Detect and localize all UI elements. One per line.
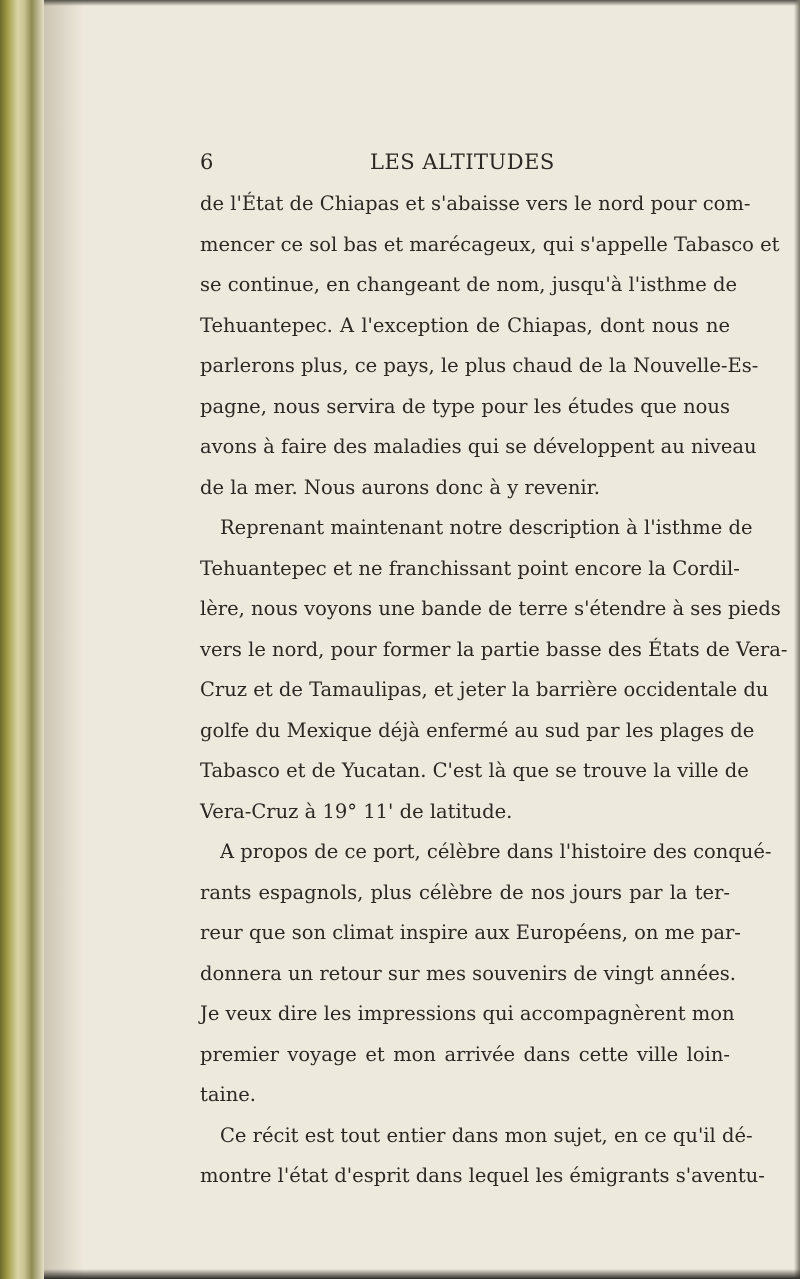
book-binding-edge	[0, 0, 44, 1279]
text-line: donnera un retour sur mes souvenirs de vingt années.	[200, 961, 736, 985]
text-line: se continue, en changeant de nom, jusqu'à l'isthme de	[200, 273, 738, 296]
text-line: vers le nord, pour former la partie basse des États de Vera-	[200, 637, 788, 661]
page-header	[200, 150, 730, 184]
text-line: golfe du Mexique déjà enfermé au sud par les plages de	[200, 718, 755, 742]
text-line: Cruz et de Tamaulipas, et jeter la barrière occidentale du	[200, 678, 769, 701]
text-line: avons à faire des maladies qui se développent au niveau	[200, 435, 757, 458]
running-title: LES ALTITUDES	[370, 150, 555, 174]
text-line: Vera-Cruz à 19° 11' de latitude.	[200, 799, 513, 823]
text-line: taine.	[200, 1083, 256, 1106]
text-line: montre l'état d'esprit dans lequel les émigrants s'aventu-	[200, 1164, 765, 1187]
text-line: lère, nous voyons une bande de terre s'étendre à ses pieds	[200, 597, 781, 620]
text-line: premier voyage et mon arrivée dans cette ville loin-	[200, 1042, 730, 1066]
gutter-shadow	[44, 0, 84, 1279]
paragraph	[200, 832, 772, 1116]
text-line: mencer ce sol bas et marécageux, qui s'appelle Tabasco et	[200, 232, 780, 256]
text-line: Reprenant maintenant notre description à l'isthme de	[220, 516, 753, 539]
text-line: A propos de ce port, célèbre dans l'histoire des conqué-	[220, 840, 772, 863]
page-number: 6	[200, 150, 214, 174]
text-line: parlerons plus, ce pays, le plus chaud de la Nouvelle-Es-	[200, 354, 759, 377]
text-line: Tehuantepec et ne franchissant point encore la Cordil-	[200, 556, 740, 580]
text-line: Je veux dire les impressions qui accompagnèrent mon	[200, 1002, 735, 1025]
text-line: Tehuantepec. A l'exception de Chiapas, dont nous ne	[200, 313, 730, 337]
text-line: reur que son climat inspire aux Européens, on me par-	[200, 921, 741, 944]
paragraph	[200, 184, 780, 508]
text-line: pagne, nous servira de type pour les études que nous	[200, 394, 730, 418]
text-line: de la mer. Nous aurons donc à y revenir.	[200, 475, 600, 499]
body-text	[200, 184, 788, 1197]
paragraph	[200, 508, 788, 832]
text-line: de l'État de Chiapas et s'abaisse vers le nord pour com-	[200, 192, 751, 215]
text-line: Ce récit est tout entier dans mon sujet, en ce qu'il dé-	[220, 1123, 753, 1147]
text-line: rants espagnols, plus célèbre de nos jours par la ter-	[200, 880, 730, 904]
paragraph	[200, 1116, 765, 1197]
book-page	[200, 150, 788, 1197]
text-line: Tabasco et de Yucatan. C'est là que se trouve la ville de	[200, 759, 749, 782]
page-top-edge	[44, 0, 800, 6]
page-right-edge	[794, 0, 800, 1279]
page-bottom-edge	[44, 1269, 800, 1279]
